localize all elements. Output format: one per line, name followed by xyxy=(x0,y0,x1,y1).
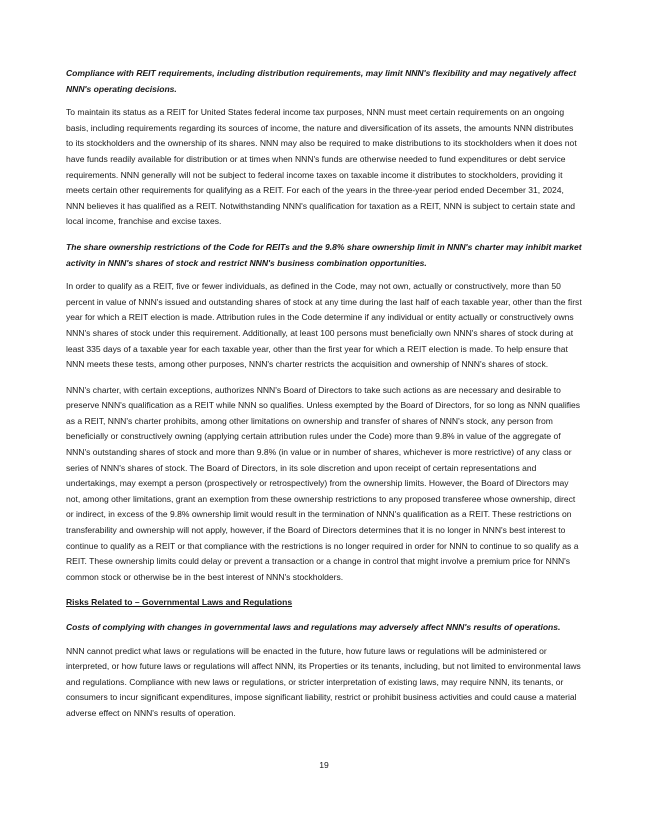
paragraph-laws-regulations: NNN cannot predict what laws or regulations will be enacted in the future, how future laws or regulations will be administered or interpreted, or how future laws or regulations will affect NNN, its Properties or its tenants, including, but not limited to environmental laws and regulations. Compliance with new laws or regulations, or stricter interpretation of existing laws, may require NNN, its tenants, or consumers to incur significant expenditures, impose significant liability, restrict or prohibit business activities and could cause a material adverse effect on NNN's results of operation. xyxy=(66,645,581,718)
section-title-governmental-laws: Risks Related to – Governmental Laws and Regulations xyxy=(66,597,293,608)
paragraph-charter-authorization: NNN's charter, with certain exceptions, authorizes NNN's Board of Directors to take such actions as are necessary and desirable to preserve NNN's qualification as a REIT while NNN so qualifies. Unless exempted by the Board of Directors, for so long as NNN qualifies as a REIT, NNN's charter prohibits, among other limitations on ownership and transfer of shares of NNN's stock, any person from beneficially or constructively owning (applying certain attribution rules under the Code) more than 9.8% in value of the aggregate of NNN's outstanding shares of stock and more than 9.8% (in value or in number of shares, whichever is more restrictive) of any class or series of NNN's shares of stock. The Board of Directors, in its sole discretion and upon receipt of certain representations and undertakings, may exempt a person (prospectively or retrospectively) from the ownership limits. However, the Board of Directors may not, among other limitations, grant an exemption from these ownership restrictions to any proposed transferee whose ownership, direct or indirect, in excess of the 9.8% ownership limit would result in the termination of NNN's qualification as a REIT. These restrictions on transferability and ownership will not apply, however, if the Board of Directors determines that it is no longer in NNN's best interest to continue to qualify as a REIT or that compliance with the restrictions is no longer required in order for NNN to continue to so qualify as a REIT. These ownership limits could delay or prevent a transaction or a change in control that might involve a premium price for NNN's common stock or otherwise be in the best interest of NNN's stockholders. xyxy=(66,384,581,582)
heading-reit-compliance: Compliance with REIT requirements, including distribution requirements, may limit NNN's flexibility and may negatively affect NNN's operating decisions. xyxy=(66,68,577,94)
heading-share-ownership-restrictions: The share ownership restrictions of the Code for REITs and the 9.8% share ownership limit in NNN's charter may inhibit market activity in NNN's shares of stock and restrict NNN's business combination opportunities. xyxy=(66,241,582,268)
heading-compliance-costs: Costs of complying with changes in governmental laws and regulations may adversely affect NNN's results of operations. xyxy=(66,622,561,632)
paragraph-reit-status: To maintain its status as a REIT for United States federal income tax purposes, NNN must meet certain requirements on an ongoing basis, including requirements regarding its sources of income, the nature and diversification of its assets, the amounts NNN distributes to its stockholders and the ownership of its shares. NNN may also be required to make distributions to its stockholders when it does not have funds readily available for distribution or at times when NNN's funds are otherwise needed to fund expenditures or debt service requirements. NNN generally will not be subject to federal income taxes on taxable income it distributes to stockholders, providing it meets certain other requirements for qualifying as a REIT. For each of the years in the three-year period ended December 31, 2024, NNN believes it has qualified as a REIT. Notwithstanding NNN's qualification for taxation as a REIT, NNN is subject to certain state and local income, franchise and excise taxes. xyxy=(66,107,577,227)
document-page xyxy=(66,66,582,732)
paragraph-reit-qualification: In order to qualify as a REIT, five or fewer individuals, as defined in the Code, may not own, actually or constructively, more than 50 percent in value of NNN's issued and outstanding shares of stock at any time during the last half of each taxable year, other than the first year for which a REIT election is made. Attribution rules in the Code determine if any individual or entity actually or constructively owns NNN's shares of stock under this requirement. Additionally, at least 100 persons must beneficially own NNN's shares of stock during at least 335 days of a taxable year for each taxable year, other than the first year for which a REIT election is made. To help ensure that NNN meets these tests, among other purposes, NNN's charter restricts the acquisition and ownership of NNN's shares of stock. xyxy=(66,281,582,370)
page-number: 19 xyxy=(319,760,329,770)
